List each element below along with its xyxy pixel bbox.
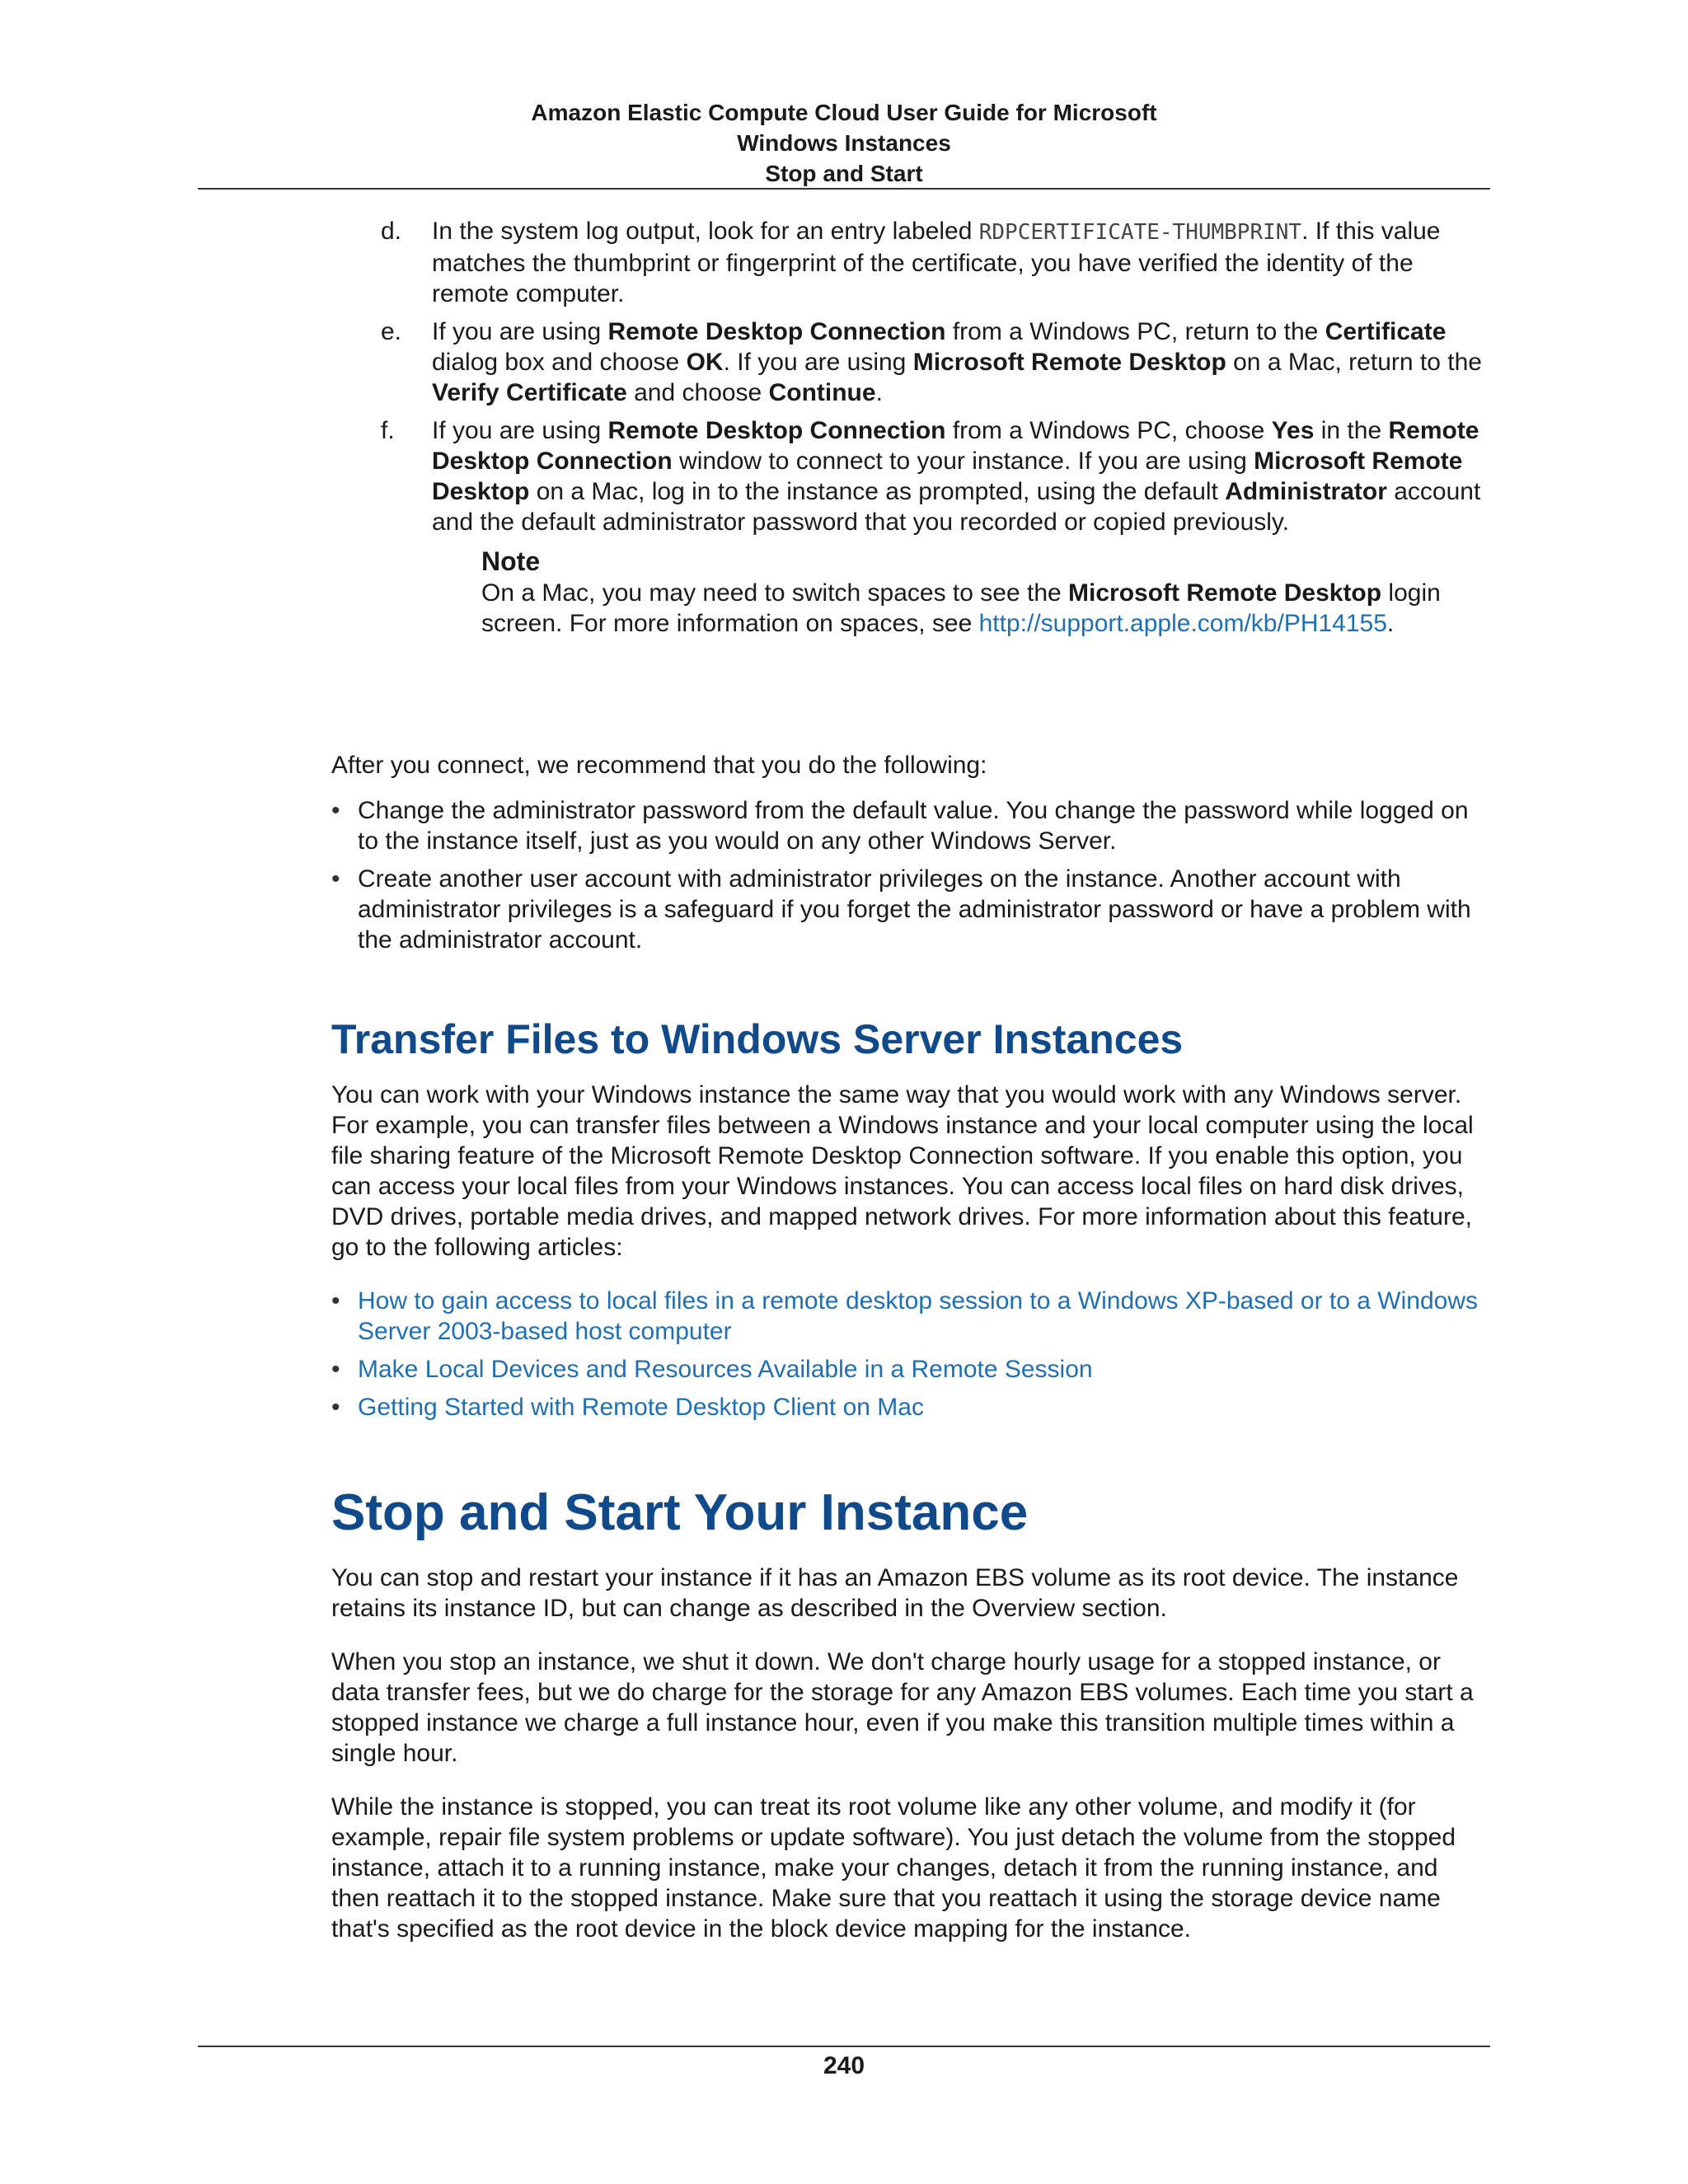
stop-paragraph-3: While the instance is stopped, you can treat its root volume like any other volume, and modify it (for example, repair file system problems or update software). You just detach the volume from the stopped instance, attach it to a running instance, make your changes, detach it from the running instance, and then reattach it to the stopped instance. Make sure that you reattach it using the storage device name that's specified as the root device in the block device mapping for the instance.: [331, 1793, 1456, 1943]
list-item: [331, 1392, 1492, 1422]
step-f: [331, 415, 1492, 537]
apple-support-link[interactable]: http://support.apple.com/kb/PH14155: [978, 610, 1387, 637]
step-text: If you are using Remote Desktop Connection from a Windows PC, return to the Certificate dialog box and choose OK. If you are using Microsoft Remote Desktop on a Mac, return to the Verify Certificate and choose Continue.: [432, 318, 1482, 406]
stop-paragraph-1: You can stop and restart your instance if it has an Amazon EBS volume as its root device. The instance retains its instance ID, but can change as described in the Overview section.: [331, 1564, 1459, 1622]
header-section: Stop and Start: [765, 161, 923, 186]
transfer-section: [331, 1015, 1492, 1430]
running-header: [198, 97, 1490, 189]
article-link-mac-client[interactable]: Getting Started with Remote Desktop Client on Mac: [358, 1394, 924, 1421]
list-item: • Create another user account with administrator privileges on the instance. Another account with administrator privileges is a safeguard if you forget the administrator password or have a problem with the administrator account.: [331, 864, 1492, 955]
step-label: d.: [381, 218, 402, 245]
after-connect-section: [331, 750, 1492, 963]
step-text: In the system log output, look for an entry labeled RDPCERTIFICATE-THUMBPRINT. If this value matches the thumbprint or fingerprint of the certificate, you have verified the identity of the remote computer.: [432, 218, 1441, 307]
note-box: [481, 545, 1492, 639]
stop-start-section: [331, 1483, 1492, 1944]
header-rule: [198, 188, 1490, 190]
list-item: [331, 1286, 1492, 1347]
article-link-local-devices[interactable]: Make Local Devices and Resources Available in a Remote Session: [358, 1356, 1093, 1383]
note-title: Note: [481, 546, 541, 576]
footer-rule: [198, 2046, 1490, 2047]
transfer-paragraph: You can work with your Windows instance the same way that you would work with any Windows server. For example, you can transfer files between a Windows instance and your local computer using the local file sharing feature of the Microsoft Remote Desktop Connection software. If you enable this option, you can access your local files from your Windows instances. You can access local files on hard disk drives, DVD drives, portable media drives, and mapped network drives. For more information about this feature, go to the following articles:: [331, 1081, 1474, 1261]
list-item: [331, 1354, 1492, 1385]
section-heading-transfer: Transfer Files to Windows Server Instances: [331, 1016, 1184, 1062]
after-intro: After you connect, we recommend that you do the following:: [331, 752, 987, 779]
step-e: [331, 316, 1492, 408]
code-thumbprint: RDPCERTIFICATE-THUMBPRINT: [978, 220, 1302, 245]
note-text: On a Mac, you may need to switch spaces to see the Microsoft Remote Desktop login screen. For more information on spaces, see http://support.apple.com/kb/PH14155.: [481, 579, 1441, 637]
recommendation-list: [331, 795, 1492, 955]
article-links: [331, 1286, 1492, 1422]
stop-paragraph-2: When you stop an instance, we shut it down. We don't charge hourly usage for a stopped instance, or data transfer fees, but we do charge for the storage for any Amazon EBS volumes. Each time you start a stopped instance we charge a full instance hour, even if you make this transition multiple times within a single hour.: [331, 1648, 1474, 1767]
header-title-line2: Windows Instances: [737, 130, 951, 156]
step-label: e.: [381, 318, 402, 345]
step-text: If you are using Remote Desktop Connection from a Windows PC, choose Yes in the Remote Desktop Connection window to connect to your instance. If you are using Microsoft Remote Desktop on a Mac, log in to the instance as prompted, using the default Administrator account and the default administrator password that you recorded or copied previously.: [432, 417, 1481, 536]
page-title: Stop and Start Your Instance: [331, 1484, 1029, 1541]
header-title-line1: Amazon Elastic Compute Cloud User Guide for Microsoft: [531, 100, 1157, 125]
article-link-xp[interactable]: How to gain access to local files in a remote desktop session to a Windows XP-based or to a Windows Server 2003-based host computer: [358, 1287, 1478, 1345]
step-d: [331, 216, 1492, 309]
page-body: [331, 216, 1492, 639]
step-label: f.: [381, 417, 395, 444]
list-item: • Change the administrator password from the default value. You change the password while logged on to the instance itself, just as you would on any other Windows Server.: [331, 795, 1492, 856]
page-number: 240: [823, 2052, 865, 2079]
